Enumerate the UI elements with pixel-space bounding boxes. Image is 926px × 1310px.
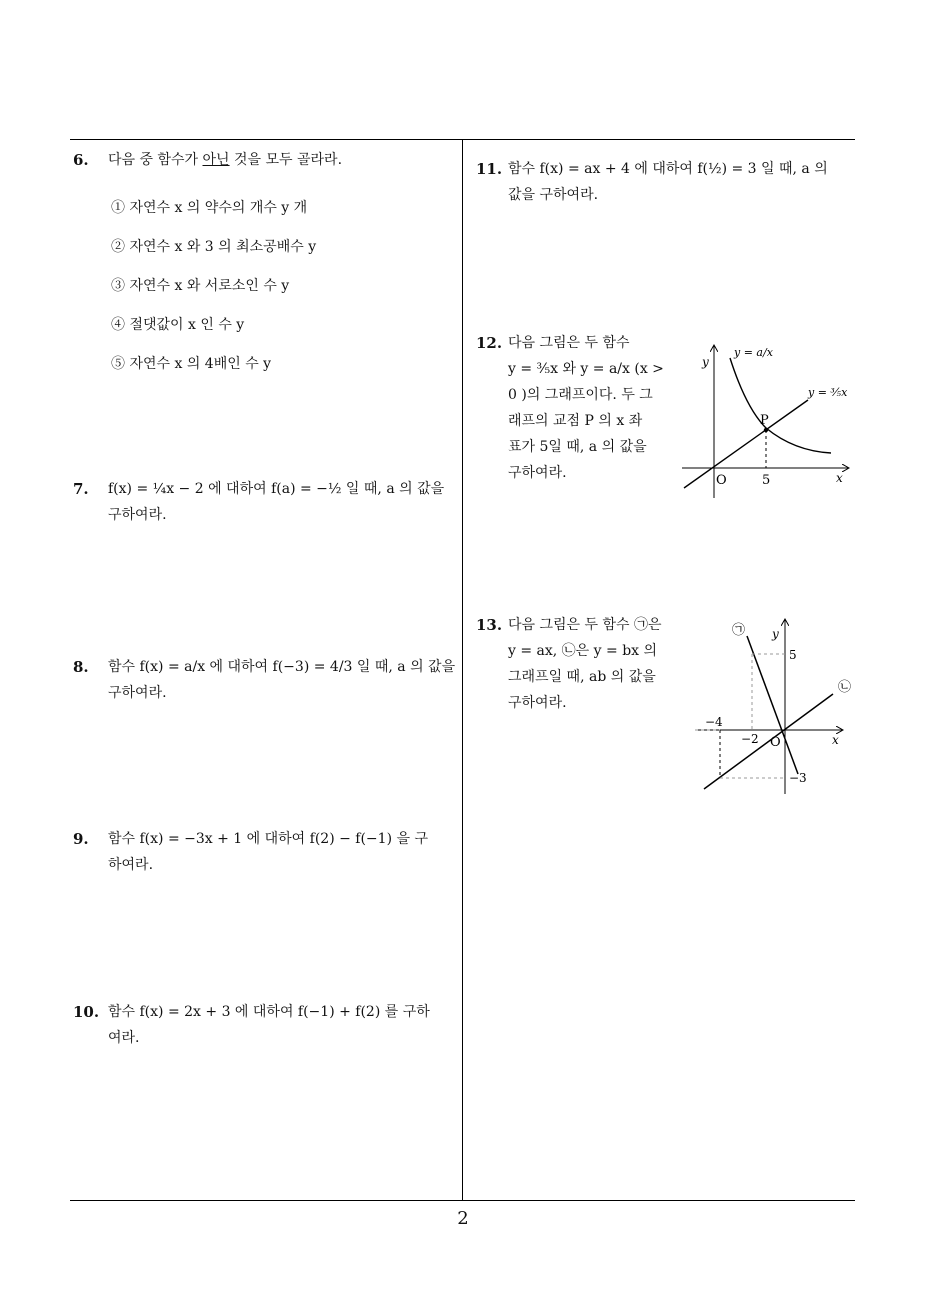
problem-number: 11.: [476, 160, 503, 178]
choice-item: ⑤ 자연수 x 의 4배인 수 y: [111, 356, 272, 372]
problem-line: 다음 그림은 두 함수 ㉠은: [508, 617, 662, 633]
line-label: y = ³⁄₅x: [808, 386, 848, 399]
graph-b-label: ㉡: [838, 680, 852, 695]
y-axis-label: y: [702, 355, 709, 369]
choice-list: [111, 195, 458, 390]
graph-b-line: [704, 694, 833, 789]
tick-label: 5: [789, 648, 797, 662]
problem-line: 여라.: [108, 1030, 140, 1046]
problem-9: [73, 826, 458, 878]
problem-line: y = ³⁄₅x 와 y = a/x (x >: [508, 361, 664, 377]
problem-10: [73, 999, 458, 1051]
underlined-word: 아닌: [202, 152, 230, 168]
problem-line: 구하여라.: [108, 507, 167, 523]
problem-line: 값을 구하여라.: [508, 187, 599, 203]
problem-line: f(x) = ¼x − 2 에 대하여 f(a) = −½ 일 때, a 의 값을: [108, 481, 445, 497]
problem-number: 8.: [73, 658, 89, 676]
page-number: 2: [457, 1208, 469, 1229]
x-axis-label: x: [832, 733, 839, 747]
problem-number: 10.: [73, 1003, 100, 1021]
problem-number: 9.: [73, 830, 89, 848]
graph-a-label: ㉠: [732, 623, 746, 638]
tick-label: 5: [762, 473, 771, 488]
curve-label: y = a/x: [734, 346, 773, 359]
choice-item: ④ 절댓값이 x 인 수 y: [111, 317, 245, 333]
hyperbola-graph: [730, 358, 831, 453]
choice-item: ② 자연수 x 와 3 의 최소공배수 y: [111, 239, 317, 255]
origin-label: O: [770, 735, 781, 750]
problem-7: [73, 476, 458, 528]
choice-item: ③ 자연수 x 와 서로소인 수 y: [111, 278, 290, 294]
line-graph: [684, 400, 808, 488]
problem-line: 구하여라.: [508, 695, 567, 711]
intersection-point: [764, 428, 768, 432]
problem-line: y = ax, ㉡은 y = bx 의: [508, 643, 658, 659]
problem-line: 하여라.: [108, 857, 154, 873]
problem-number: 12.: [476, 334, 503, 352]
problem-11: [476, 156, 861, 208]
x-axis-label: x: [836, 471, 843, 485]
problem-number: 7.: [73, 480, 89, 498]
tick-label: −2: [741, 732, 759, 746]
tick-label: −3: [789, 771, 807, 785]
y-axis-label: y: [772, 627, 779, 641]
column-divider: [462, 139, 463, 1201]
problem-line: 함수 f(x) = a/x 에 대하여 f(−3) = 4/3 일 때, a 의 값을: [108, 659, 456, 675]
origin-label: O: [716, 473, 727, 488]
problem-line: 표가 5일 때, a 의 값을: [508, 439, 647, 455]
problem-text: 다음 중 함수가 아닌 것을 모두 골라라.: [108, 152, 343, 168]
problem-6: [73, 147, 458, 390]
graph-12: [676, 338, 856, 498]
problem-line: 다음 그림은 두 함수: [508, 335, 630, 351]
problem-8: [73, 654, 458, 706]
problem-line: 함수 f(x) = 2x + 3 에 대하여 f(−1) + f(2) 를 구하: [108, 1004, 430, 1020]
problem-number: 13.: [476, 616, 503, 634]
problem-line: 구하여라.: [108, 685, 167, 701]
problem-line: 그래프일 때, ab 의 값을: [508, 669, 656, 685]
problem-line: 함수 f(x) = −3x + 1 에 대하여 f(2) − f(−1) 을 구: [108, 831, 428, 847]
choice-item: ① 자연수 x 의 약수의 개수 y 개: [111, 200, 308, 216]
problem-line: 함수 f(x) = ax + 4 에 대하여 f(½) = 3 일 때, a 의: [508, 161, 828, 177]
graph-13: [690, 614, 860, 799]
problem-line: 래프의 교점 P 의 x 좌: [508, 413, 643, 429]
problem-number: 6.: [73, 151, 89, 169]
problem-line: 0 )의 그래프이다. 두 그: [508, 387, 653, 403]
tick-label: −4: [705, 715, 723, 729]
problem-line: 구하여라.: [508, 465, 567, 481]
problem-12: [476, 330, 671, 486]
problem-13: [476, 612, 681, 716]
point-label: P: [760, 413, 769, 428]
